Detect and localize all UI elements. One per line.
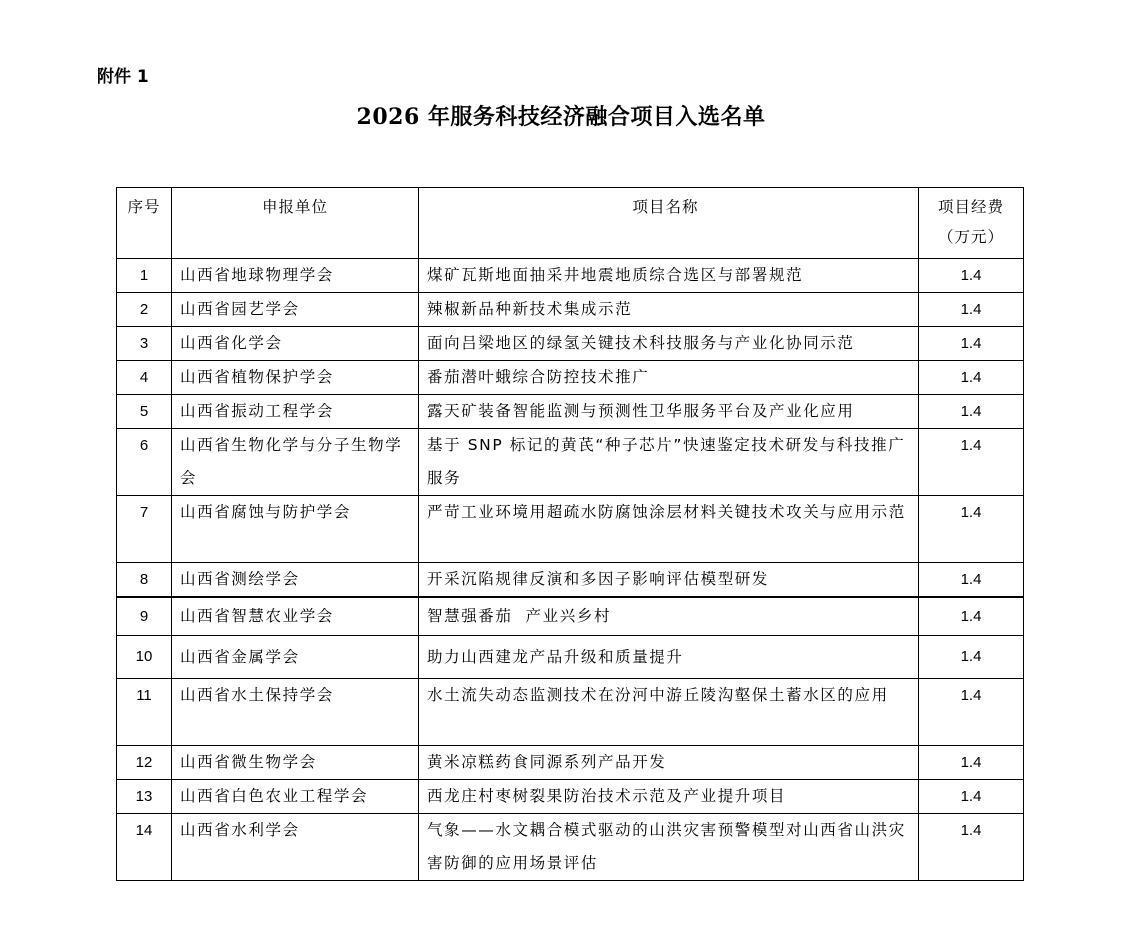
document-title: 2026 年服务科技经济融合项目入选名单 — [356, 104, 766, 130]
row-project: 助力山西建龙产品升级和质量提升 — [419, 636, 919, 679]
header-index: 序号 — [117, 188, 172, 259]
table-row — [117, 814, 1024, 881]
table-row — [117, 636, 1024, 679]
row-index: 13 — [117, 780, 172, 814]
row-unit: 山西省振动工程学会 — [172, 395, 419, 429]
table-row — [117, 259, 1024, 293]
table-row — [117, 496, 1024, 563]
table-row — [117, 293, 1024, 327]
table-row — [117, 361, 1024, 395]
row-project: 露天矿装备智能监测与预测性卫华服务平台及产业化应用 — [419, 395, 919, 429]
row-fund: 1.4 — [919, 679, 1024, 746]
attachment-label: 附件 1 — [97, 67, 149, 87]
row-index: 14 — [117, 814, 172, 881]
row-fund: 1.4 — [919, 496, 1024, 563]
header-unit: 申报单位 — [172, 188, 419, 259]
row-index: 4 — [117, 361, 172, 395]
row-unit: 山西省测绘学会 — [172, 563, 419, 598]
row-index: 6 — [117, 429, 172, 496]
table-row — [117, 746, 1024, 780]
header-fund-line2: （万元） — [937, 228, 1004, 246]
table-header-row — [117, 188, 1024, 259]
row-unit: 山西省白色农业工程学会 — [172, 780, 419, 814]
row-project: 水土流失动态监测技术在汾河中游丘陵沟壑保土蓄水区的应用 — [419, 679, 919, 746]
row-fund: 1.4 — [919, 746, 1024, 780]
row-fund: 1.4 — [919, 395, 1024, 429]
row-index: 11 — [117, 679, 172, 746]
row-index: 1 — [117, 259, 172, 293]
row-project: 煤矿瓦斯地面抽采井地震地质综合选区与部署规范 — [419, 259, 919, 293]
row-index: 3 — [117, 327, 172, 361]
row-fund: 1.4 — [919, 563, 1024, 598]
row-project: 智慧强番茄 产业兴乡村 — [419, 597, 919, 636]
table-row — [117, 327, 1024, 361]
row-project: 开采沉陷规律反演和多因子影响评估模型研发 — [419, 563, 919, 598]
row-unit: 山西省微生物学会 — [172, 746, 419, 780]
row-project: 辣椒新品种新技术集成示范 — [419, 293, 919, 327]
row-project: 西龙庄村枣树裂果防治技术示范及产业提升项目 — [419, 780, 919, 814]
header-project: 项目名称 — [419, 188, 919, 259]
row-index: 9 — [117, 597, 172, 636]
row-fund: 1.4 — [919, 429, 1024, 496]
row-fund: 1.4 — [919, 636, 1024, 679]
header-fund-line1: 项目经费 — [937, 198, 1004, 216]
row-project: 气象——水文耦合模式驱动的山洪灾害预警模型对山西省山洪灾害防御的应用场景评估 — [419, 814, 919, 881]
row-fund: 1.4 — [919, 327, 1024, 361]
row-unit: 山西省地球物理学会 — [172, 259, 419, 293]
table-row — [117, 679, 1024, 746]
row-fund: 1.4 — [919, 361, 1024, 395]
row-fund: 1.4 — [919, 597, 1024, 636]
row-project: 黄米凉糕药食同源系列产品开发 — [419, 746, 919, 780]
row-index: 12 — [117, 746, 172, 780]
row-index: 8 — [117, 563, 172, 598]
row-project: 番茄潜叶蛾综合防控技术推广 — [419, 361, 919, 395]
row-index: 10 — [117, 636, 172, 679]
table-row — [117, 563, 1024, 598]
row-unit: 山西省化学会 — [172, 327, 419, 361]
row-unit: 山西省园艺学会 — [172, 293, 419, 327]
row-unit: 山西省植物保护学会 — [172, 361, 419, 395]
row-unit: 山西省智慧农业学会 — [172, 597, 419, 636]
table-row — [117, 780, 1024, 814]
row-index: 7 — [117, 496, 172, 563]
row-project: 基于 SNP 标记的黄芪“种子芯片”快速鉴定技术研发与科技推广服务 — [419, 429, 919, 496]
row-unit: 山西省水利学会 — [172, 814, 419, 881]
row-fund: 1.4 — [919, 814, 1024, 881]
table-row — [117, 395, 1024, 429]
row-unit: 山西省腐蚀与防护学会 — [172, 496, 419, 563]
header-fund — [919, 188, 1024, 259]
row-fund: 1.4 — [919, 780, 1024, 814]
row-index: 2 — [117, 293, 172, 327]
row-index: 5 — [117, 395, 172, 429]
table-row — [117, 429, 1024, 496]
project-list-table — [116, 187, 1024, 881]
row-unit: 山西省金属学会 — [172, 636, 419, 679]
table-row — [117, 597, 1024, 636]
row-fund: 1.4 — [919, 293, 1024, 327]
row-unit: 山西省水土保持学会 — [172, 679, 419, 746]
row-project: 严苛工业环境用超疏水防腐蚀涂层材料关键技术攻关与应用示范 — [419, 496, 919, 563]
row-unit: 山西省生物化学与分子生物学会 — [172, 429, 419, 496]
row-project: 面向吕梁地区的绿氢关键技术科技服务与产业化协同示范 — [419, 327, 919, 361]
row-fund: 1.4 — [919, 259, 1024, 293]
